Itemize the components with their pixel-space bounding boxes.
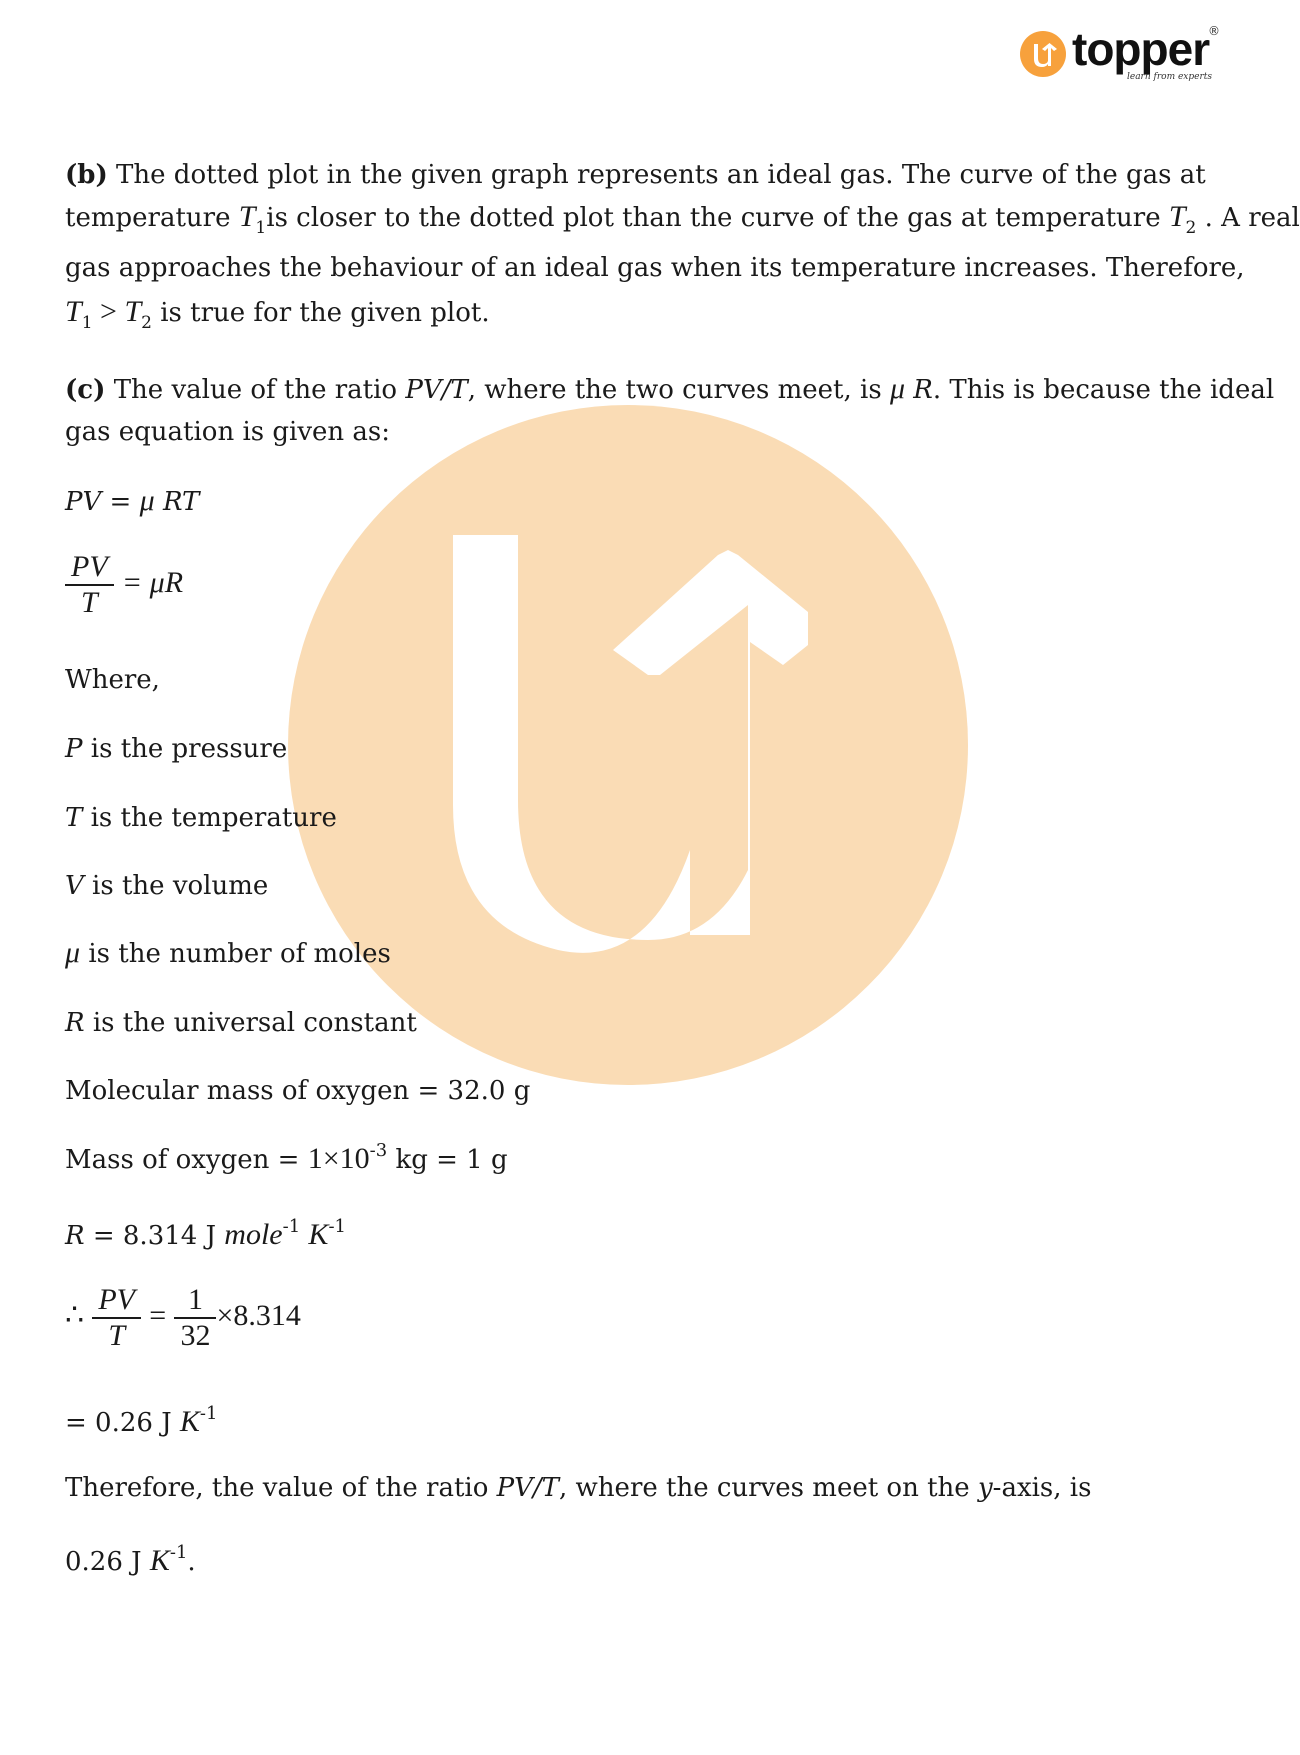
part-c-line-1: (c) The value of the ratio PV/T, where the two curves meet, is μ R. This is because the ideal: [65, 372, 1275, 405]
pv-over-t-equation: $\frac{PV}{T}$ = μR: [65, 550, 183, 620]
part-b-line-4: $T_1 > T_2$ is true for the given plot.: [65, 295, 490, 333]
ideal-gas-equation: PV = μ RT: [65, 484, 200, 517]
definition-temperature: T is the temperature: [65, 803, 337, 833]
registered-mark: ®: [1208, 24, 1220, 38]
mass-of-oxygen-line: Mass of oxygen = $1\times 10^{-3}$ kg = 1 g: [65, 1140, 508, 1175]
conclusion-line: Therefore, the value of the ratio PV/T, where the curves meet on the y-axis, is: [65, 1473, 1092, 1503]
u-arrow-logo-icon: [1020, 31, 1066, 77]
calculation-equation: ∴ $\frac{PV}{T}$ = $\frac{1}{32}$ ×8.314: [65, 1283, 301, 1352]
definition-constant: R is the universal constant: [65, 1008, 417, 1038]
symbol-t2: T: [1168, 200, 1186, 233]
part-b-line-1: (b) The dotted plot in the given graph represents an ideal gas. The curve of the gas at: [65, 160, 1206, 190]
part-b-label: (b): [65, 160, 108, 190]
brand-name: topper: [1072, 23, 1210, 75]
molecular-mass-line: Molecular mass of oxygen = 32.0 g: [65, 1076, 531, 1106]
part-c-line-2: gas equation is given as:: [65, 417, 391, 447]
definition-pressure: P is the pressure: [65, 734, 288, 764]
symbol-t1: T: [238, 200, 256, 233]
final-answer-line: 0.26 J $K^{-1}$.: [65, 1542, 196, 1577]
watermark-logo-icon: [288, 405, 968, 1085]
topper-logo[interactable]: [1020, 23, 1220, 86]
where-label: Where,: [65, 665, 160, 695]
definition-volume: V is the volume: [65, 871, 269, 901]
result-line: = 0.26 J $K^{-1}$: [65, 1403, 218, 1438]
part-b-line-3: gas approaches the behaviour of an ideal gas when its temperature increases. Therefore,: [65, 253, 1245, 283]
definition-moles: μ is the number of moles: [65, 936, 391, 969]
gas-constant-line: R = 8.314 J mole$^{-1}$ $K^{-1}$: [65, 1216, 346, 1251]
part-b-line-2: temperature $T_1is$ closer to the dotted plot than the curve of the gas at temperature $T_2$ . A real: [65, 200, 1300, 238]
brand-tagline: learn from experts: [1126, 72, 1212, 82]
part-c-label: (c): [65, 375, 106, 405]
